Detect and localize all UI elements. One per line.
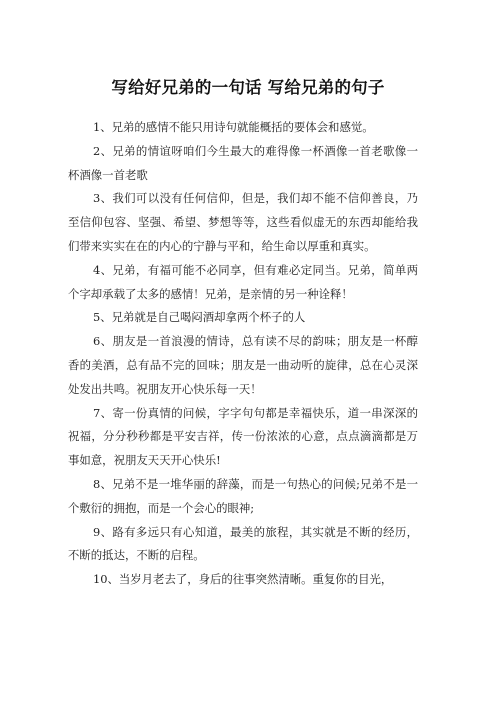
paragraph-6: 6、朋友是一首浪漫的情诗，总有读不尽的韵味；朋友是一杯醇香的美酒，总有品不完的回味；朋友是一曲动听的旋律，总在心灵深处发出共鸣。祝朋友开心快乐每一天！ xyxy=(68,334,418,396)
paragraph-4: 4、兄弟，有福可能不必同享，但有难必定同当。兄弟，简单两个字却承载了太多的感情！兄弟，是亲情的另一种诠释！ xyxy=(68,262,418,301)
paragraph-3: 3、我们可以没有任何信仰，但是，我们却不能不信仰善良，乃至信仰包容、坚强、希望、梦想等等，这些看似虚无的东西却能给我们带来实实在在的内心的宁静与平和，给生命以厚重和真实。 xyxy=(68,191,418,253)
paragraph-7: 7、寄一份真情的问候，字字句句都是幸福快乐，道一串深深的祝福，分分秒秒都是平安吉祥，传一份浓浓的心意，点点滴滴都是万事如意，祝朋友天天开心快乐! xyxy=(68,405,418,468)
paragraph-1: 1、兄弟的感情不能只用诗句就能概括的要体会和感觉。 xyxy=(93,120,374,134)
document-title: 写给好兄弟的一句话 写给兄弟的句子 xyxy=(111,78,385,97)
paragraph-10: 10、当岁月老去了，身后的往事突然清晰。重复你的目光， xyxy=(93,572,393,587)
paragraph-2: 2、兄弟的情谊呀咱们今生最大的难得像一杯酒像一首老歌像一杯酒像一首老歌 xyxy=(68,143,418,182)
document-body xyxy=(68,116,418,592)
paragraph-8: 8、兄弟不是一堆华丽的辞藻，而是一句热心的问候;兄弟不是一个敷衍的拥抱，而是一个会心的眼神; xyxy=(68,476,418,515)
paragraph-5: 5、兄弟就是自己喝闷酒却拿两个杯子的人 xyxy=(93,310,306,325)
paragraph-9: 9、路有多远只有心知道，最美的旅程，其实就是不断的经历，不断的抵达，不断的启程。 xyxy=(68,524,418,563)
